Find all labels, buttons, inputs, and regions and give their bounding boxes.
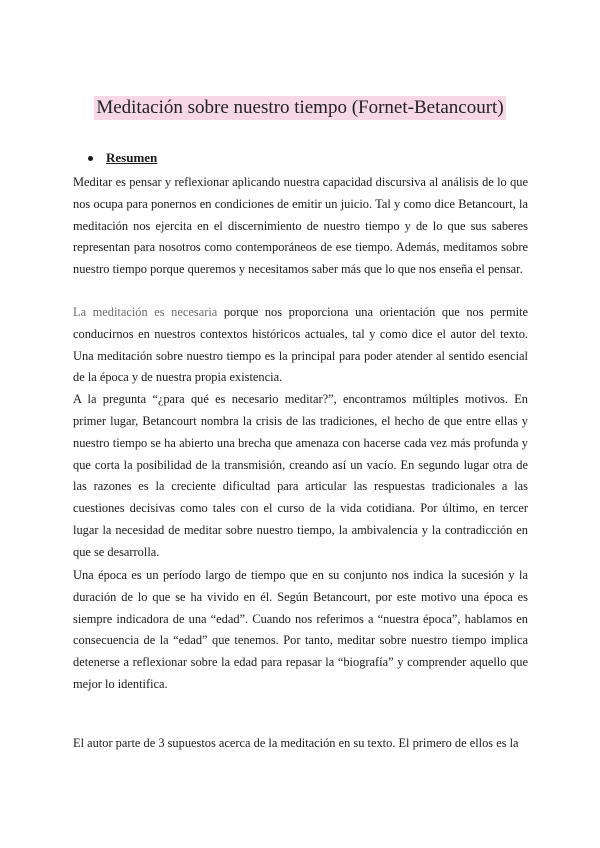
paragraph-2-rest: porque nos proporciona una orientación que nos permite conducirnos en nuestros contextos históricos actuales, tal y como dice el autor del texto. Una meditación sobre nuestro tiempo es la principal para poder atender al sentido esencial de la época y de nuestra propia existencia. xyxy=(73,305,528,385)
paragraph-4-text: El autor parte de 3 supuestos acerca de la meditación en su texto. El primero de ellos es la xyxy=(73,736,519,750)
bullet-icon xyxy=(88,156,93,161)
paragraph-1 xyxy=(73,172,528,281)
paragraph-2-lead: La meditación es necesaria xyxy=(73,305,218,319)
paragraph-4 xyxy=(73,733,528,755)
paragraph-2 xyxy=(73,302,528,564)
paragraph-2-text xyxy=(73,302,528,389)
paragraph-1-text: Meditar es pensar y reflexionar aplicando nuestra capacidad discursiva al análisis de lo que nos ocupa para ponernos en condiciones de emitir un juicio. Tal y como dice Betancourt, la meditación nos ejercita en el discernimiento de nuestro tiempo y de lo que sus saberes representan para nosotros como contemporáneos de ese tiempo. Además, meditamos sobre nuestro tiempo porque queremos y necesitamos saber más que lo que nos enseña el pensar. xyxy=(73,175,528,277)
paragraph-3 xyxy=(73,565,528,696)
document-title: Meditación sobre nuestro tiempo (Fornet-Betancourt) xyxy=(96,97,504,118)
section-label: Resumen xyxy=(106,150,158,165)
title-container xyxy=(0,96,600,120)
paragraph-3-text: Una época es un período largo de tiempo que en su conjunto nos indica la sucesión y la duración de lo que se ha vivido en él. Según Betancourt, por este motivo una época es siempre indicadora de una “edad”. Cuando nos referimos a “nuestra época”, hablamos en consecuencia de la “edad” que tenemos. Por tanto, meditar sobre nuestro tiempo implica detenerse a reflexionar sobre la edad para repasar la “biografía” y comprender aquello que mejor lo identifica. xyxy=(73,568,528,691)
section-heading xyxy=(88,150,157,166)
paragraph-2b-text: A la pregunta “¿para qué es necesario meditar?”, encontramos múltiples motivos. En primer lugar, Betancourt nombra la crisis de las tradiciones, el hecho de que entre ellas y nuestro tiempo se ha abierto una brecha que amenaza con hacerse cada vez más profunda y que corta la posibilidad de la transmisión, creando así un vacío. En segundo lugar otra de las razones es la creciente dificultad para articular las respuestas tradicionales a las cuestiones decisivas como tales con el curso de la vida cotidiana. Por último, en tercer lugar la necesidad de meditar sobre nuestro tiempo, la ambivalencia y la contradicción en que se desarrolla. xyxy=(73,392,528,559)
